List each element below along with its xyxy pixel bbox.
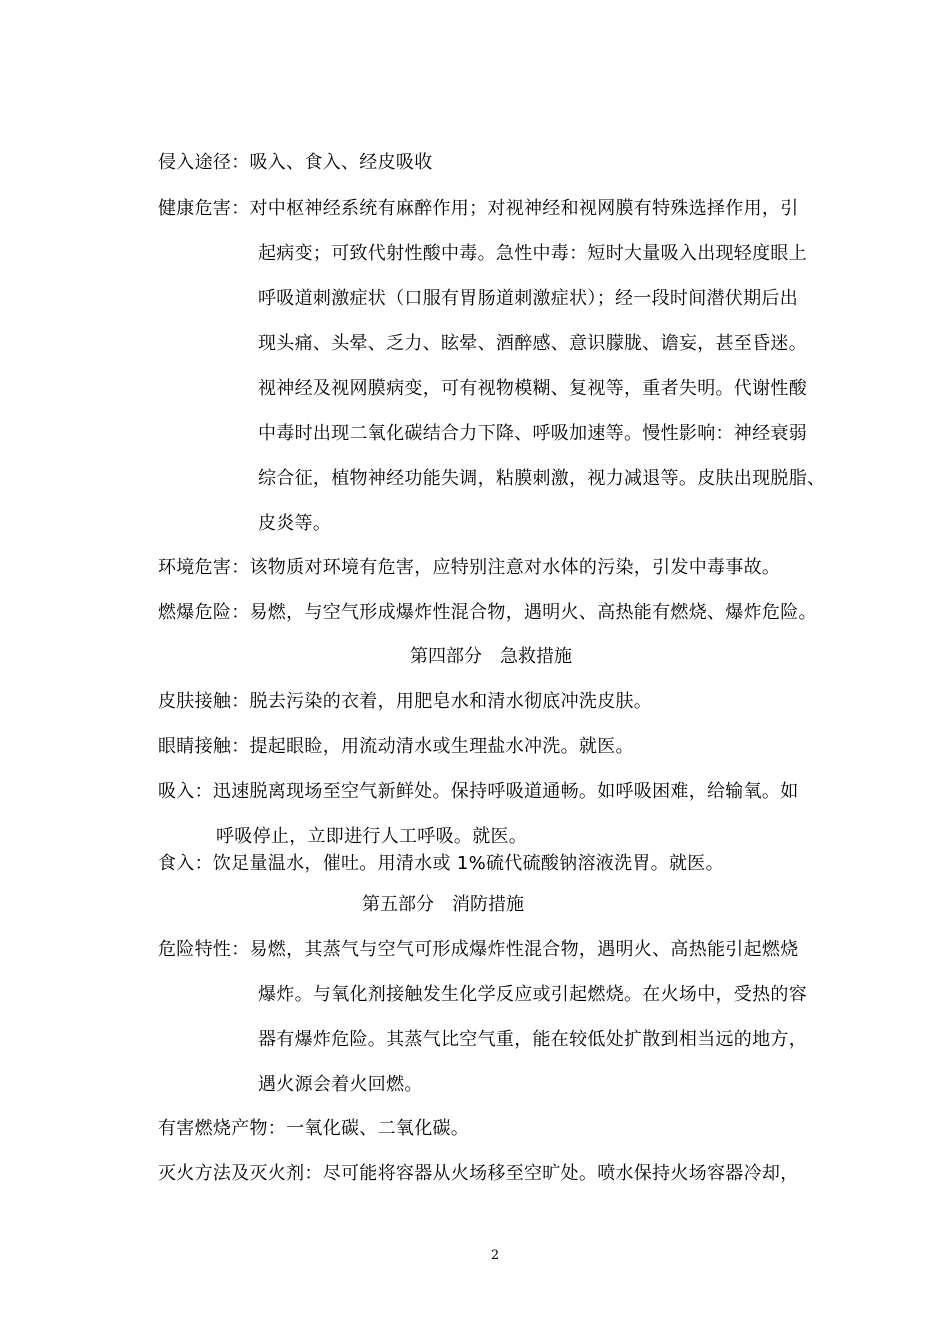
text-line-skin-contact: 皮肤接触：脱去污染的衣着，用肥皂水和清水彻底冲洗皮肤。 <box>158 691 653 712</box>
text-line-health-hazard-cont: 皮炎等。 <box>258 513 332 534</box>
text-line-inhalation-cont: 呼吸停止，立即进行人工呼吸。就医。 <box>216 826 528 847</box>
text-line-environmental-hazard: 环境危害：该物质对环境有危害，应特别注意对水体的污染，引发中毒事故。 <box>158 557 781 578</box>
text-line-hazard-characteristics: 危险特性：易燃，其蒸气与空气可形成爆炸性混合物，遇明火、高热能引起燃烧 <box>158 939 799 960</box>
text-line-combustion-products: 有害燃烧产物：一氧化碳、二氧化碳。 <box>158 1118 470 1139</box>
text-line-health-hazard-cont: 起病变；可致代射性酸中毒。急性中毒：短时大量吸入出现轻度眼上 <box>258 243 807 264</box>
text-line-fire-explosion-hazard: 燃爆危险：易燃，与空气形成爆炸性混合物，遇明火、高热能有燃烧、爆炸危险。 <box>158 602 817 623</box>
text-line-intake-routes: 侵入途径：吸入、食入、经皮吸收 <box>158 152 433 173</box>
text-line-hazard-characteristics-cont: 遇火源会着火回燃。 <box>258 1074 423 1095</box>
text-line-hazard-characteristics-cont: 器有爆炸危险。其蒸气比空气重，能在较低处扩散到相当远的地方， <box>258 1029 807 1050</box>
section-heading-firefighting: 第五部分 消防措施 <box>362 894 524 915</box>
text-line-ingestion: 食入：饮足量温水，催吐。用清水或 1%硫代硫酸钠溶液洗胃。就医。 <box>158 853 724 874</box>
text-line-extinguishing-methods: 灭火方法及灭火剂：尽可能将容器从火场移至空旷处。喷水保持火场容器冷却， <box>158 1163 799 1184</box>
text-line-health-hazard-cont: 综合征，植物神经功能失调，粘膜刺激，视力减退等。皮肤出现脱脂、 <box>258 468 826 489</box>
text-line-health-hazard-cont: 视神经及视网膜病变，可有视物模糊、复视等，重者失明。代谢性酸 <box>258 378 807 399</box>
text-line-health-hazard-cont: 呼吸道刺激症状（口服有胃肠道刺激症状）；经一段时间潜伏期后出 <box>258 288 798 309</box>
page-number: 2 <box>490 1248 500 1263</box>
text-line-hazard-characteristics-cont: 爆炸。与氧化剂接触发生化学反应或引起燃烧。在火场中，受热的容 <box>258 984 807 1005</box>
text-line-inhalation: 吸入：迅速脱离现场至空气新鲜处。保持呼吸道通畅。如呼吸困难，给输氧。如 <box>158 781 799 802</box>
text-line-eye-contact: 眼睛接触：提起眼睑，用流动清水或生理盐水冲洗。就医。 <box>158 736 634 757</box>
text-line-health-hazard-cont: 中毒时出现二氧化碳结合力下降、呼吸加速等。慢性影响：神经衰弱 <box>258 423 807 444</box>
section-heading-first-aid: 第四部分 急救措施 <box>410 646 572 667</box>
text-line-health-hazard: 健康危害：对中枢神经系统有麻醉作用；对视神经和视网膜有特殊选择作用，引 <box>158 198 799 219</box>
text-line-health-hazard-cont: 现头痛、头晕、乏力、眩晕、酒醉感、意识朦胧、谵妄，甚至昏迷。 <box>258 333 807 354</box>
